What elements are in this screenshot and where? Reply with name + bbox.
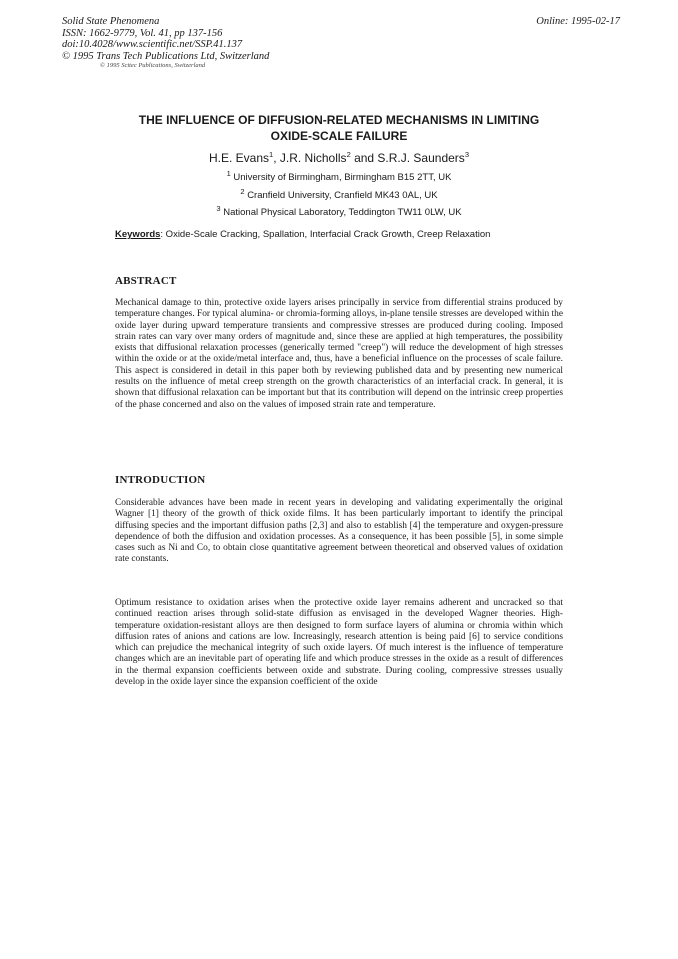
online-date: Online: 1995-02-17	[536, 16, 620, 27]
issn-line: ISSN: 1662-9779, Vol. 41, pp 137-156	[62, 27, 223, 39]
affiliation-1-text: University of Birmingham, Birmingham B15 2TT, UK	[233, 172, 452, 183]
keywords-text: : Oxide-Scale Cracking, Spallation, Interfacial Crack Growth, Creep Relaxation	[160, 229, 491, 240]
title-line-2: OXIDE-SCALE FAILURE	[270, 129, 408, 143]
keywords	[115, 229, 575, 240]
affiliation-3-sup: 3	[216, 203, 221, 213]
author-2: , J.R. Nicholls	[273, 151, 347, 165]
author-3: and S.R.J. Saunders	[350, 151, 465, 165]
abstract-heading: ABSTRACT	[115, 275, 177, 287]
affiliation-1	[100, 168, 578, 183]
affiliation-1-sup: 1	[226, 168, 231, 178]
introduction-heading: INTRODUCTION	[115, 474, 206, 486]
affiliation-3	[100, 203, 578, 218]
author-2-sup: 2	[346, 150, 351, 159]
affiliation-2-text: Cranfield University, Cranfield MK43 0AL, UK	[247, 190, 438, 201]
keywords-label: Keywords	[115, 229, 161, 240]
author-3-sup: 3	[464, 150, 469, 159]
copyright-line: © 1995 Trans Tech Publications Ltd, Switzerland	[62, 50, 270, 62]
paper-title	[100, 112, 578, 144]
abstract-text: Mechanical damage to thin, protective oxide layers arises principally in service from differential strains produced by temperature changes. For typical alumina- or chromia-forming alloys, in-plane tensile stresses are developed within the oxide layer during upward temperature transients and compressive stresses are produced during cooling. Imposed strain rates can vary over many orders of magnitude and, since these are applied at high temperatures, the possibility exists that diffusional relaxation processes (generically termed "creep") will reduce the development of high stresses within the oxide or at the oxide/metal interface and, thus, have a beneficial influence on the processes of scale failure. This aspect is considered in detail in this paper both by reviewing published data and by presenting new numerical results on the influence of metal creep strength on the growth characteristics of an interfacial crack. In general, it is shown that diffusional relaxation can be important but that its contribution will depend on the intrinsic creep properties of the phase concerned and also on the values of imposed strain rate and temperature.	[115, 298, 563, 410]
title-line-1: THE INFLUENCE OF DIFFUSION-RELATED MECHANISMS IN LIMITING	[138, 113, 540, 127]
introduction-paragraph-2: Optimum resistance to oxidation arises when the protective oxide layer remains adherent and uncracked so that continued reaction arises through solid-state diffusion as envisaged in the developed Wagner theories. High-temperature oxidation-resistant alloys are then designed to form surface layers of alumina or chromia within which diffusion rates of anions and cations are low. Increasingly, research attention is being paid [6] to service conditions which can prejudice the mechanical integrity of such oxide layers. Of much interest is the influence of temperature changes which are an inevitable part of operating life and which produce stresses in the oxide as a result of differences in the thermal expansion coefficients between oxide and substrate. During cooling, compressive stresses usually develop in the oxide layer since the expansion coefficient of the oxide	[115, 598, 563, 688]
introduction-paragraph-1: Considerable advances have been made in recent years in developing and validating experimentally the original Wagner [1] theory of the growth of thick oxide films. It has been particularly important to identify the principal diffusing species and the important diffusion paths [2,3] and also to establish [4] the temperature and oxygen-pressure dependence of both the diffusion and oxidation processes. As a consequence, it has been possible [5], in some simple cases such as Ni and Co, to obtain close quantitative agreement between theoretical and observed values of oxidation rate constants.	[115, 498, 563, 565]
faint-copyright-line: © 1995 Scitec Publications, Switzerland	[100, 62, 206, 70]
author-1: H.E. Evans	[209, 151, 270, 165]
author-1-sup: 1	[269, 150, 274, 159]
journal-header	[62, 16, 269, 70]
journal-name: Solid State Phenomena	[62, 16, 160, 27]
affiliation-2	[100, 186, 578, 201]
doi-line: doi:10.4028/www.scientific.net/SSP.41.137	[62, 39, 243, 51]
affiliation-2-sup: 2	[240, 186, 245, 196]
affiliation-3-text: National Physical Laboratory, Teddington TW11 0LW, UK	[223, 207, 462, 218]
author-list	[100, 151, 578, 165]
